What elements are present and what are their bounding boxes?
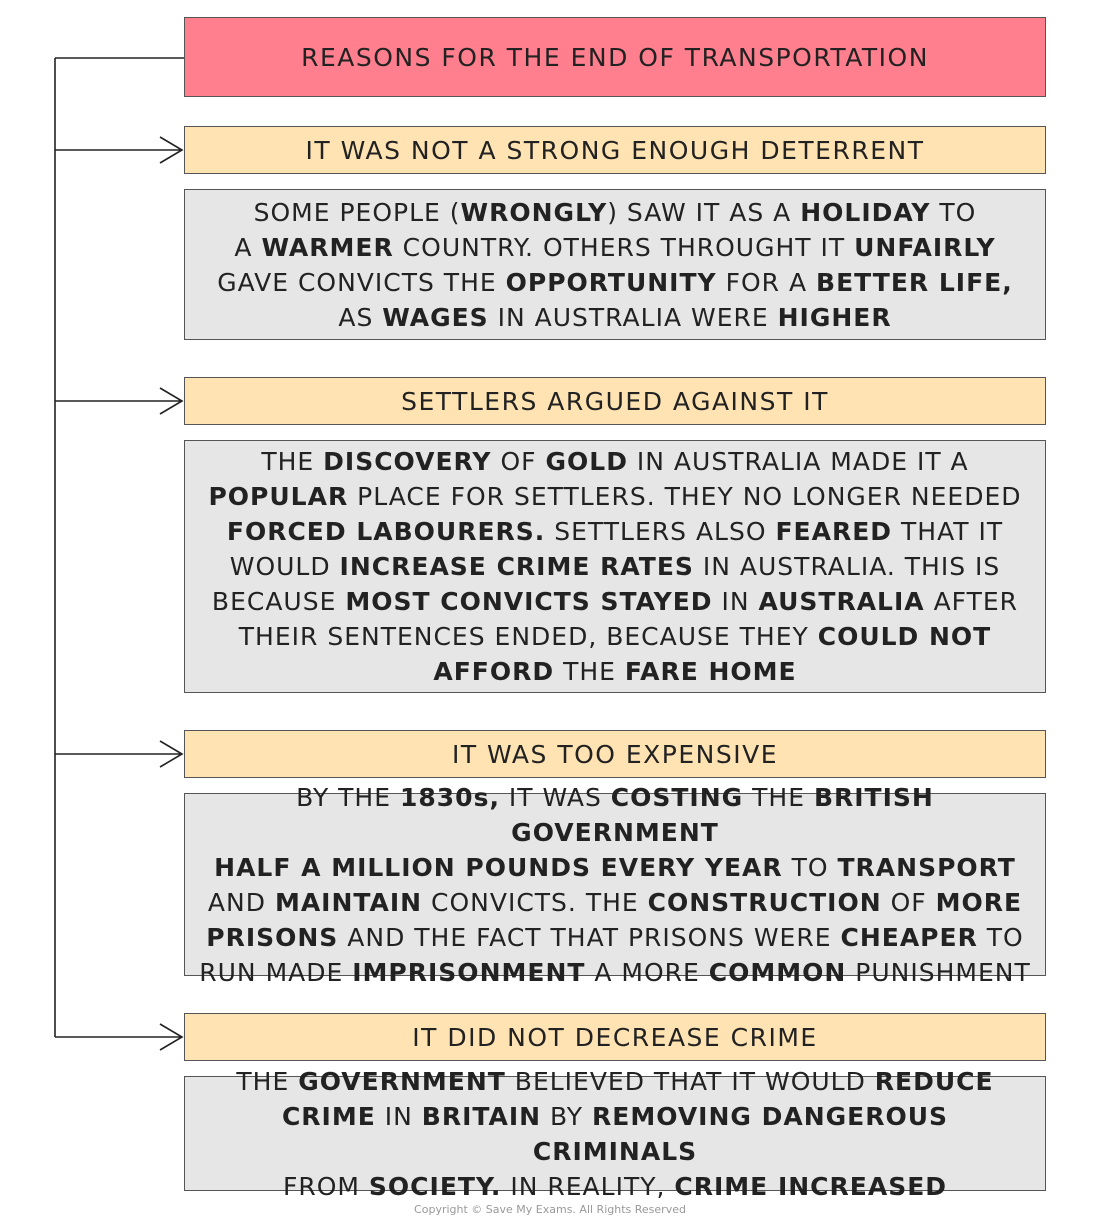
detail-segment: IN AUSTRALIA WERE bbox=[488, 302, 778, 332]
detail-box-1 bbox=[184, 189, 1046, 340]
key-term: BETTER LIFE, bbox=[816, 267, 1013, 297]
detail-line bbox=[197, 780, 1033, 850]
key-term: HIGHER bbox=[777, 302, 892, 332]
key-term: FEARED bbox=[775, 517, 893, 546]
key-term: CHEAPER bbox=[840, 922, 978, 952]
key-term: COMMON bbox=[708, 957, 847, 987]
arrow-4 bbox=[55, 1024, 182, 1050]
key-term: UNFAIRLY bbox=[854, 232, 996, 262]
detail-segment: COUNTRY. OTHERS THROUGHT IT bbox=[393, 232, 855, 262]
detail-line bbox=[208, 444, 1021, 479]
key-term: WRONGLY bbox=[460, 197, 608, 227]
detail-segment: ) SAW IT AS A bbox=[607, 197, 801, 227]
key-term: IMPRISONMENT bbox=[352, 957, 586, 987]
detail-line bbox=[197, 850, 1033, 885]
arrow-3 bbox=[55, 741, 182, 767]
detail-segment: CONVICTS. THE bbox=[422, 887, 648, 917]
key-term: GOLD bbox=[545, 447, 628, 476]
key-term: TRANSPORT bbox=[837, 852, 1016, 882]
key-term: FORCED LABOURERS. bbox=[226, 517, 546, 546]
detail-segment: IN REALITY, bbox=[501, 1171, 675, 1201]
detail-segment: THE bbox=[261, 447, 324, 476]
reason-heading: IT DID NOT DECREASE CRIME bbox=[412, 1022, 818, 1052]
detail-line bbox=[208, 619, 1021, 654]
reason-heading: IT WAS NOT A STRONG ENOUGH DETERRENT bbox=[305, 135, 925, 165]
detail-segment: A MORE bbox=[585, 957, 709, 987]
detail-segment: IN AUSTRALIA. THIS IS bbox=[693, 552, 1001, 581]
key-term: SOCIETY. bbox=[368, 1171, 502, 1201]
key-term: WARMER bbox=[261, 232, 394, 262]
detail-segment: PLACE FOR SETTLERS. THEY NO LONGER NEEDED bbox=[348, 482, 1022, 511]
detail-segment: AND bbox=[207, 887, 275, 917]
detail-box-2 bbox=[184, 440, 1046, 693]
key-term: CONSTRUCTION bbox=[647, 887, 882, 917]
detail-line bbox=[197, 885, 1033, 920]
detail-segment: THE bbox=[236, 1066, 299, 1096]
detail-segment: AFTER bbox=[924, 587, 1019, 616]
key-term: POPULAR bbox=[208, 482, 349, 511]
key-term: GOVERNMENT bbox=[298, 1066, 506, 1096]
arrow-2 bbox=[55, 388, 182, 414]
detail-segment: OF bbox=[881, 887, 936, 917]
detail-line bbox=[208, 584, 1021, 619]
key-term: DISCOVERY bbox=[323, 447, 492, 476]
key-term: WAGES bbox=[382, 302, 489, 332]
key-term: MAINTAIN bbox=[274, 887, 423, 917]
detail-segment: GAVE CONVICTS THE bbox=[217, 267, 506, 297]
reason-box-1 bbox=[184, 126, 1046, 174]
detail-line bbox=[208, 654, 1021, 689]
detail-segment: THAT IT bbox=[892, 517, 1004, 546]
key-term: HOLIDAY bbox=[800, 197, 931, 227]
key-term: BRITISH GOVERNMENT bbox=[511, 782, 934, 847]
key-term: AFFORD bbox=[433, 657, 555, 686]
detail-line bbox=[217, 195, 1013, 230]
detail-segment: TO bbox=[782, 852, 838, 882]
copyright-notice: Copyright © Save My Exams. All Rights Reserved bbox=[414, 1203, 686, 1216]
detail-line bbox=[208, 549, 1021, 584]
detail-segment: BELIEVED THAT IT WOULD bbox=[505, 1066, 875, 1096]
detail-line bbox=[197, 955, 1033, 990]
key-term: 1830s, bbox=[399, 782, 500, 812]
key-term: CRIME bbox=[281, 1101, 376, 1131]
key-term: INCREASE CRIME RATES bbox=[339, 552, 694, 581]
title-text: REASONS FOR THE END OF TRANSPORTATION bbox=[301, 42, 929, 72]
detail-segment: THE bbox=[554, 657, 625, 686]
detail-segment: IT WAS bbox=[499, 782, 611, 812]
reason-box-3 bbox=[184, 730, 1046, 778]
detail-segment: BY THE bbox=[296, 782, 400, 812]
detail-segment: FOR A bbox=[716, 267, 817, 297]
key-term: COULD NOT bbox=[817, 622, 992, 651]
reason-box-2 bbox=[184, 377, 1046, 425]
key-term: FARE HOME bbox=[624, 657, 797, 686]
detail-line bbox=[217, 265, 1013, 300]
detail-box-3 bbox=[184, 782, 1046, 987]
key-term: MORE bbox=[935, 887, 1023, 917]
detail-segment: TO bbox=[977, 922, 1024, 952]
detail-segment: AND THE FACT THAT PRISONS WERE bbox=[338, 922, 841, 952]
key-term: CRIME INCREASED bbox=[674, 1171, 948, 1201]
detail-segment: RUN MADE bbox=[199, 957, 353, 987]
detail-segment: IN AUSTRALIA MADE IT A bbox=[627, 447, 969, 476]
detail-line bbox=[208, 514, 1021, 549]
key-term: OPPORTUNITY bbox=[505, 267, 717, 297]
reason-heading: IT WAS TOO EXPENSIVE bbox=[451, 739, 779, 769]
detail-segment: A bbox=[234, 232, 262, 262]
detail-text bbox=[197, 780, 1033, 990]
detail-segment: OF bbox=[491, 447, 546, 476]
detail-segment: FROM bbox=[282, 1171, 369, 1201]
detail-line bbox=[197, 920, 1033, 955]
detail-box-4 bbox=[184, 1066, 1046, 1201]
detail-segment: IN bbox=[712, 587, 759, 616]
detail-line bbox=[217, 300, 1013, 335]
detail-text bbox=[197, 1064, 1033, 1204]
title-box bbox=[184, 17, 1046, 97]
detail-segment: SOME PEOPLE ( bbox=[253, 197, 461, 227]
detail-line bbox=[217, 230, 1013, 265]
key-term: PRISONS bbox=[206, 922, 339, 952]
key-term: BRITAIN bbox=[421, 1101, 542, 1131]
detail-text bbox=[217, 195, 1013, 335]
detail-line bbox=[197, 1064, 1033, 1099]
detail-line bbox=[208, 479, 1021, 514]
detail-line bbox=[197, 1169, 1033, 1204]
key-term: COSTING bbox=[610, 782, 744, 812]
detail-segment: WOULD bbox=[229, 552, 340, 581]
detail-segment: BECAUSE bbox=[211, 587, 346, 616]
detail-segment: TO bbox=[930, 197, 977, 227]
detail-line bbox=[197, 1099, 1033, 1169]
arrow-1 bbox=[55, 137, 182, 163]
key-term: REMOVING DANGEROUS CRIMINALS bbox=[532, 1101, 949, 1166]
detail-segment: SETTLERS ALSO bbox=[545, 517, 776, 546]
detail-segment: AS bbox=[338, 302, 383, 332]
key-term: AUSTRALIA bbox=[758, 587, 925, 616]
detail-segment: THEIR SENTENCES ENDED, BECAUSE THEY bbox=[238, 622, 818, 651]
reason-box-4 bbox=[184, 1013, 1046, 1061]
detail-segment: IN bbox=[375, 1101, 422, 1131]
detail-text bbox=[208, 444, 1021, 689]
key-term: REDUCE bbox=[874, 1066, 994, 1096]
key-term: HALF A MILLION POUNDS EVERY YEAR bbox=[214, 852, 783, 882]
detail-segment: PUNISHMENT bbox=[846, 957, 1031, 987]
key-term: MOST CONVICTS STAYED bbox=[345, 587, 713, 616]
reason-heading: SETTLERS ARGUED AGAINST IT bbox=[401, 386, 829, 416]
detail-segment: BY bbox=[541, 1101, 593, 1131]
detail-segment: THE bbox=[743, 782, 814, 812]
